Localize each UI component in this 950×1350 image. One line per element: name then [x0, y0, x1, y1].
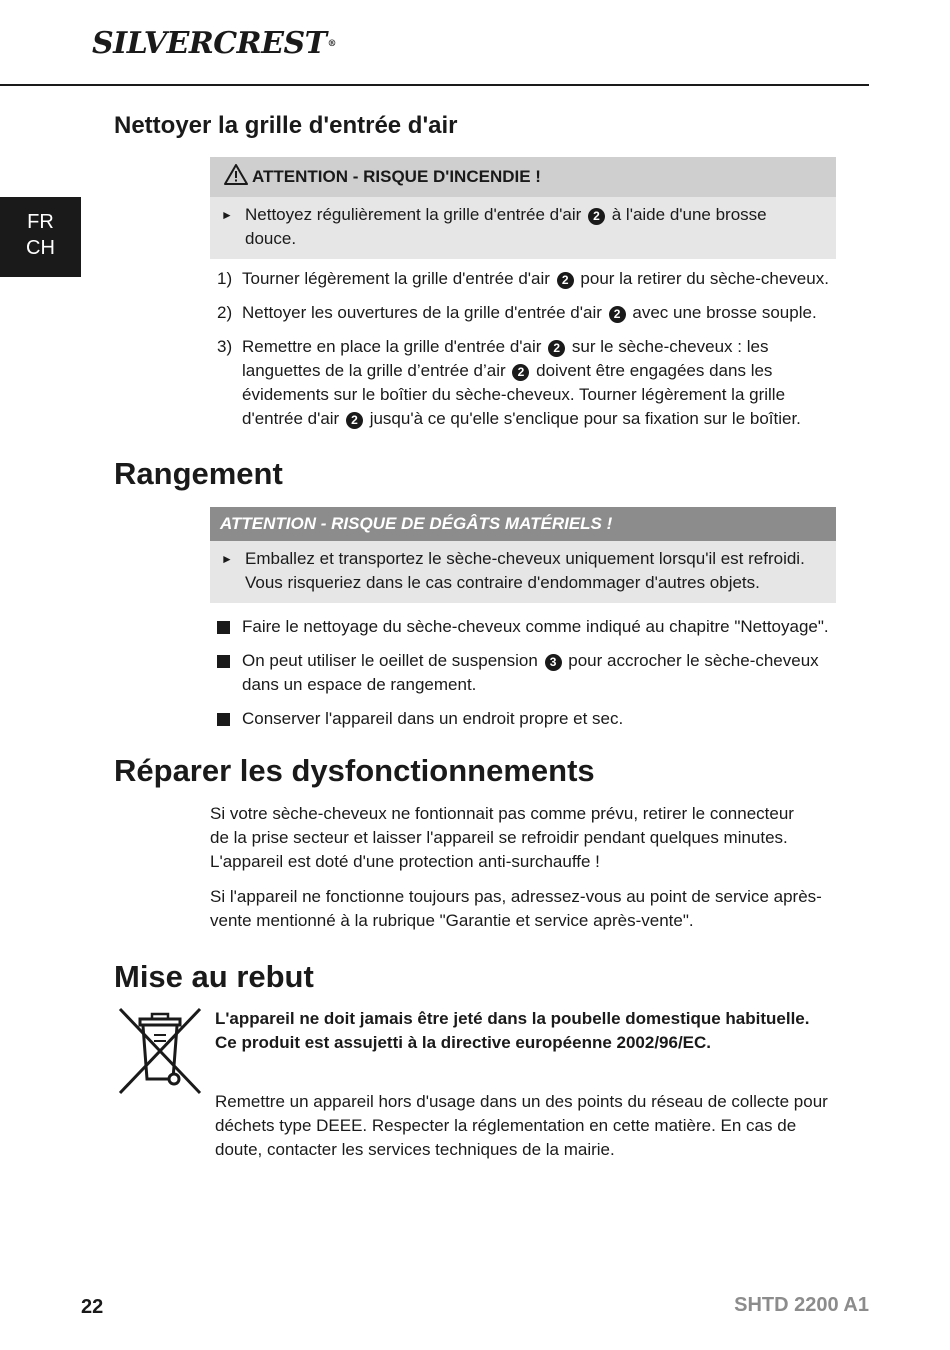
arrow-bullet-icon: ►: [221, 208, 233, 222]
troubleshooting-paragraph-1: Si votre sèche-cheveux ne fontionnait pas comme prévu, retirer le connecteur de la prise secteur et laisser l'appareil se refroidir pendant quelques minutes. L'appareil est doté d'une protection anti-surchauffe !: [210, 804, 794, 871]
storage-bullets-list: [217, 615, 837, 741]
arrow-bullet-icon: ►: [221, 552, 233, 566]
list-item: Conserver l'appareil dans un endroit propre et sec.: [217, 707, 837, 731]
ref-number-icon: 2: [346, 412, 363, 429]
fire-warning-header: [210, 157, 836, 197]
section-title-disposal: Mise au rebut: [114, 959, 314, 994]
fire-warning-box: [210, 157, 836, 259]
cleaning-steps-list: [217, 267, 837, 441]
list-item: 2) Nettoyer les ouvertures de la grille d'entrée d'air 2 avec une brosse souple.: [217, 303, 817, 322]
troubleshooting-paragraph-2: Si l'appareil ne fonctionne toujours pas, adressez-vous au point de service après-vente mentionné à la rubrique "Garantie et service après-vente".: [210, 887, 822, 930]
disposal-paragraph: Remettre un appareil hors d'usage dans un des points du réseau de collecte pour déchets type DEEE. Respecter la réglementation en cette matière. En cas de doute, contacter les services techniques de la mairie.: [215, 1092, 828, 1159]
language-code-fr: FR: [27, 211, 54, 233]
damage-warning-header: ATTENTION - RISQUE DE DÉGÂTS MATÉRIELS !: [210, 507, 836, 541]
ref-number-icon: 2: [557, 272, 574, 289]
square-bullet-icon: [217, 621, 230, 634]
warning-triangle-icon: [224, 160, 248, 200]
fire-warning-item: ► Nettoyez régulièrement la grille d'entrée d'air 2 à l'aide d'une brosse douce.: [221, 205, 767, 248]
list-item: Faire le nettoyage du sèche-cheveux comme indiqué au chapitre "Nettoyage".: [217, 615, 837, 639]
list-item: 1) Tourner légèrement la grille d'entrée d'air 2 pour la retirer du sèche-cheveux.: [217, 269, 829, 288]
ref-number-icon: 2: [548, 340, 565, 357]
disposal-warning-text: L'appareil ne doit jamais être jeté dans la poubelle domestique habituelle. Ce produit est assujetti à la directive européenne 2002/96/EC.: [215, 1009, 810, 1052]
brand-logo: SILVERCREST®: [92, 26, 336, 61]
square-bullet-icon: [217, 655, 230, 668]
fire-warning-title: ATTENTION - RISQUE D'INCENDIE !: [252, 167, 541, 186]
weee-crossed-bin-icon: [116, 1005, 204, 1104]
language-tab: [0, 197, 81, 277]
section-title-troubleshooting: Réparer les dysfonctionnements: [114, 753, 595, 788]
page-number: 22: [81, 1296, 104, 1318]
damage-warning-box: [210, 507, 836, 603]
list-item: 3) Remettre en place la grille d'entrée d'air 2 sur le sèche-cheveux : les languettes de la grille d’entrée d’air 2 doivent être engagées dans les évidements sur le boîtier du sèche-cheveux. Tourner légèrement la grille d'entrée d'air 2 jusqu'à ce qu'elle s'enclique pour sa fixation sur le boîtier.: [217, 337, 801, 428]
section-title-storage: Rangement: [114, 456, 283, 491]
model-number: SHTD 2200 A1: [734, 1294, 869, 1316]
ref-number-icon: 2: [512, 364, 529, 381]
section-title-cleaning-grille: Nettoyer la grille d'entrée d'air: [114, 112, 458, 139]
header-rule: [0, 84, 869, 86]
square-bullet-icon: [217, 713, 230, 726]
ref-number-icon: 3: [545, 654, 562, 671]
list-item: On peut utiliser le oeillet de suspension 3 pour accrocher le sèche-cheveux dans un espace de rangement.: [217, 649, 837, 697]
damage-warning-item: ► Emballez et transportez le sèche-cheveux uniquement lorsqu'il est refroidi. Vous risqueriez dans le cas contraire d'endommager d'autres objets.: [221, 549, 805, 592]
language-code-ch: CH: [26, 237, 55, 259]
ref-number-icon: 2: [588, 208, 605, 225]
ref-number-icon: 2: [609, 306, 626, 323]
